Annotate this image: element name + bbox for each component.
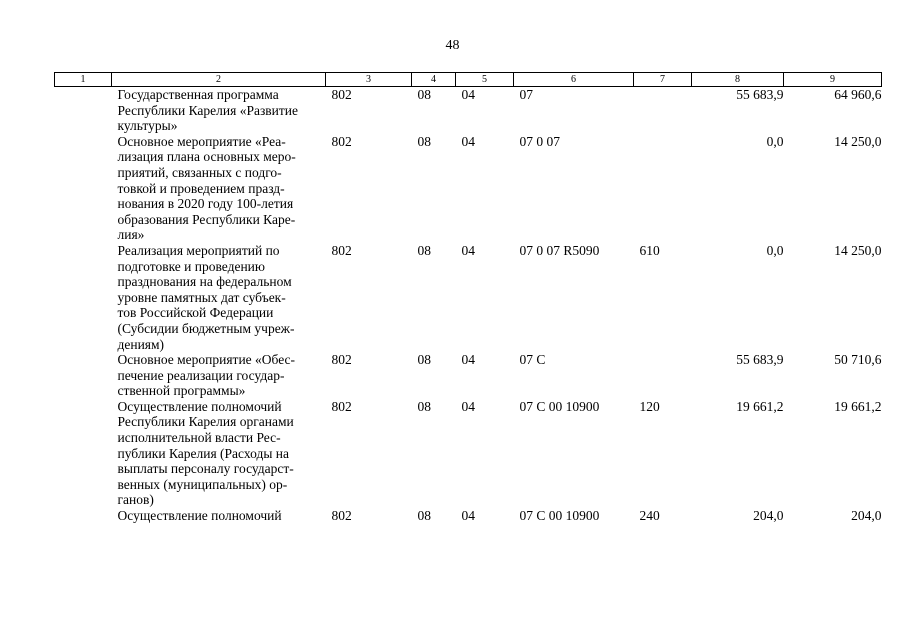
item-name-line: Основное мероприятие «Обес- — [117, 352, 296, 368]
grbs-cell: 802 — [331, 352, 352, 368]
item-name-line: нования в 2020 году 100-летия — [117, 196, 294, 212]
amount-cell: 55 683,9 — [736, 352, 784, 368]
column-header-4: 4 — [412, 73, 456, 87]
expense-type-cell: 240 — [639, 508, 660, 524]
target-article-cell: 07 С 00 10900 — [519, 508, 600, 524]
grbs-cell: 802 — [331, 508, 352, 524]
budget-table — [54, 72, 882, 524]
amount-cell: 204,0 — [851, 508, 882, 524]
item-name-line: празднования на федеральном — [117, 274, 292, 290]
item-name-line: Республики Карелия «Развитие — [117, 102, 299, 118]
section-cell: 08 — [417, 87, 431, 102]
item-name-cell — [112, 508, 326, 524]
section-cell: 08 — [417, 508, 431, 524]
column-header-3: 3 — [326, 73, 412, 87]
grbs-cell: 802 — [331, 242, 352, 258]
item-name-cell — [112, 87, 326, 134]
column-header-7: 7 — [634, 73, 692, 87]
subsection-cell: 04 — [461, 352, 475, 368]
target-article-cell: 07 — [519, 87, 533, 102]
row-number-cell — [55, 243, 112, 352]
item-name-line: лия» — [117, 227, 145, 243]
table-row — [55, 87, 882, 134]
section-cell: 08 — [417, 242, 431, 258]
item-name-cell — [112, 134, 326, 243]
subsection-cell: 04 — [461, 242, 475, 258]
table-row — [55, 134, 882, 243]
item-name-line: образования Республики Каре- — [117, 211, 296, 227]
item-name-line: тов Российской Федерации — [117, 305, 274, 321]
item-name-line: исполнительной власти Рес- — [117, 430, 281, 446]
item-name-line: товкой и проведением празд- — [117, 180, 285, 196]
expense-type-cell: 610 — [639, 242, 660, 258]
item-name-line: ственной программы» — [117, 383, 246, 399]
target-article-cell: 07 0 07 — [519, 133, 560, 149]
amount-cell: 19 661,2 — [834, 398, 882, 414]
subsection-cell: 04 — [461, 133, 475, 149]
column-header-5: 5 — [456, 73, 514, 87]
table-row — [55, 508, 882, 524]
item-name-line: публики Карелия (Расходы на — [117, 445, 289, 461]
item-name-line: приятий, связанных с подго- — [117, 164, 282, 180]
column-header-8: 8 — [692, 73, 784, 87]
item-name-line: Осуществление полномочий — [117, 398, 282, 414]
column-header-6: 6 — [514, 73, 634, 87]
amount-cell: 0,0 — [766, 133, 784, 149]
grbs-cell: 802 — [331, 87, 352, 102]
subsection-cell: 04 — [461, 398, 475, 414]
item-name-line: Реализация мероприятий по — [117, 242, 280, 258]
row-number-cell — [55, 508, 112, 524]
expense-type-cell — [634, 134, 692, 243]
column-header-row — [55, 73, 882, 87]
item-name-cell — [112, 243, 326, 352]
amount-cell: 14 250,0 — [834, 242, 882, 258]
item-name-cell — [112, 352, 326, 399]
row-number-cell — [55, 399, 112, 508]
amount-cell: 14 250,0 — [834, 133, 882, 149]
section-cell: 08 — [417, 398, 431, 414]
grbs-cell: 802 — [331, 398, 352, 414]
item-name-line: дениям) — [117, 336, 165, 352]
page-number: 48 — [445, 38, 460, 53]
item-name-cell — [112, 399, 326, 508]
amount-cell: 19 661,2 — [736, 398, 784, 414]
expense-type-cell: 120 — [639, 398, 660, 414]
item-name-line: уровне памятных дат субъек- — [117, 289, 286, 305]
item-name-line: лизация плана основных меро- — [117, 149, 296, 165]
column-header-9: 9 — [784, 73, 882, 87]
expense-type-cell — [634, 87, 692, 134]
amount-cell: 204,0 — [753, 508, 784, 524]
item-name-line: ганов) — [117, 492, 154, 508]
item-name-line: печение реализации государ- — [117, 367, 285, 383]
table-row — [55, 399, 882, 508]
item-name-line: Государственная программа — [117, 87, 279, 102]
item-name-line: подготовке и проведению — [117, 258, 265, 274]
amount-cell: 64 960,6 — [834, 87, 882, 102]
column-header-2: 2 — [112, 73, 326, 87]
expense-type-cell — [634, 352, 692, 399]
target-article-cell: 07 С — [519, 352, 546, 368]
amount-cell: 0,0 — [766, 242, 784, 258]
table-row — [55, 352, 882, 399]
target-article-cell: 07 С 00 10900 — [519, 398, 600, 414]
table-body — [55, 87, 882, 524]
section-cell: 08 — [417, 133, 431, 149]
row-number-cell — [55, 87, 112, 134]
row-number-cell — [55, 352, 112, 399]
item-name-line: Республики Карелия органами — [117, 414, 294, 430]
item-name-line: выплаты персоналу государст- — [117, 461, 294, 477]
row-number-cell — [55, 134, 112, 243]
item-name-line: Основное мероприятие «Реа- — [117, 133, 286, 149]
item-name-line: культуры» — [117, 118, 178, 134]
amount-cell: 55 683,9 — [736, 87, 784, 102]
target-article-cell: 07 0 07 R5090 — [519, 242, 600, 258]
column-header-1: 1 — [55, 73, 112, 87]
subsection-cell: 04 — [461, 87, 475, 102]
item-name-line: Осуществление полномочий — [117, 508, 282, 524]
item-name-line: (Субсидии бюджетным учреж- — [117, 320, 295, 336]
subsection-cell: 04 — [461, 508, 475, 524]
section-cell: 08 — [417, 352, 431, 368]
amount-cell: 50 710,6 — [834, 352, 882, 368]
grbs-cell: 802 — [331, 133, 352, 149]
item-name-line: венных (муниципальных) ор- — [117, 476, 288, 492]
table-row — [55, 243, 882, 352]
